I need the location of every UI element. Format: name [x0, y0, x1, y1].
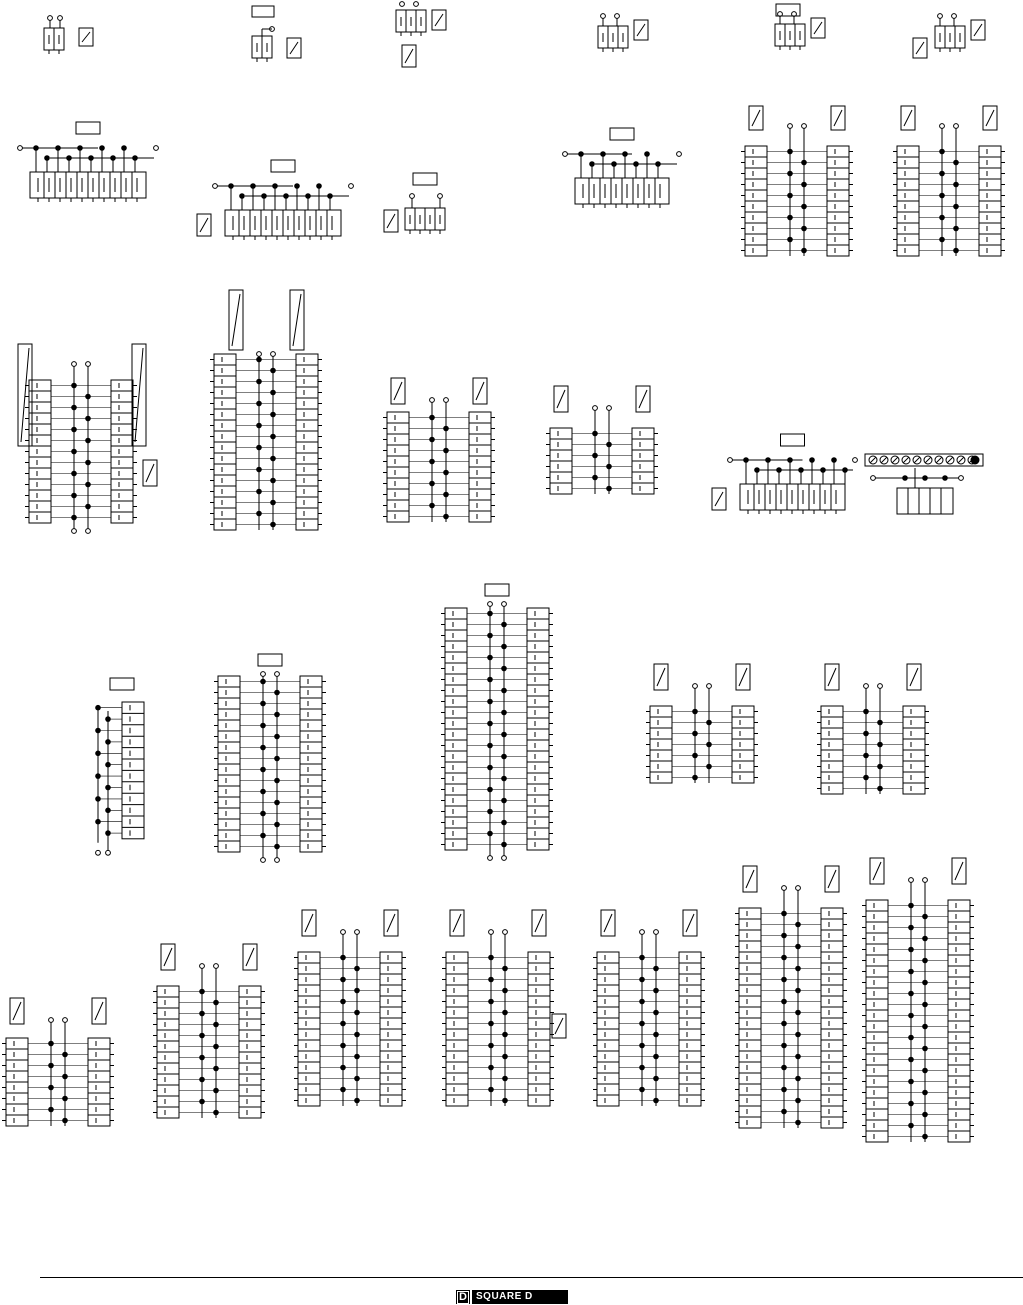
- terminal-ring-icon: [923, 878, 928, 883]
- terminal-ring-icon: [909, 878, 914, 883]
- wire: [13, 1002, 21, 1020]
- junction-dot-icon: [902, 475, 908, 481]
- terminal-ring-icon: [72, 362, 77, 367]
- wire: [910, 668, 918, 686]
- terminal-ring-icon: [488, 602, 493, 607]
- wire: [814, 22, 822, 34]
- square-d-logo-icon: [456, 1290, 470, 1304]
- junction-dot-icon: [922, 475, 928, 481]
- wire: [834, 110, 842, 126]
- wire: [453, 914, 461, 932]
- wire: [82, 32, 90, 42]
- terminal-ring-icon: [444, 398, 449, 403]
- wire: [752, 110, 760, 126]
- left-breaker-column: [650, 706, 672, 783]
- terminal-ring-icon: [954, 124, 959, 129]
- label-box: [485, 584, 509, 596]
- wire: [870, 457, 876, 463]
- label-box: [271, 160, 295, 172]
- terminal-ring-icon: [959, 476, 964, 481]
- terminal-ring-icon: [593, 406, 598, 411]
- bus-diagram: [18, 122, 159, 202]
- label-box: [76, 122, 100, 134]
- terminal-ring-icon: [707, 684, 712, 689]
- terminal-ring-icon: [48, 16, 53, 21]
- terminal-ring-icon: [86, 362, 91, 367]
- wire: [639, 390, 647, 408]
- three-pole-diagram: [775, 12, 825, 50]
- wire: [435, 14, 443, 26]
- wire: [892, 457, 898, 463]
- terminal-ring-icon: [96, 850, 101, 855]
- side-breaker: [552, 1014, 566, 1038]
- wire: [200, 218, 208, 232]
- terminal-ring-icon: [878, 684, 883, 689]
- terminal-ring-icon: [607, 406, 612, 411]
- two-pole-labeled-diagram: [252, 6, 301, 62]
- wire: [557, 390, 565, 408]
- wire: [903, 457, 909, 463]
- label-box: [252, 6, 274, 17]
- terminal-ring-icon: [952, 14, 957, 19]
- panelboard-diagram: [862, 858, 974, 1142]
- wire: [637, 24, 645, 36]
- wire: [394, 382, 402, 400]
- wire: [955, 862, 963, 880]
- panelboard-diagram: [25, 362, 137, 534]
- terminal-ring-icon: [796, 886, 801, 891]
- wire: [232, 294, 240, 346]
- brand-name: SQUARE D: [472, 1290, 568, 1304]
- terminal-bar-assembly: [865, 454, 983, 514]
- terminal-ring-icon: [106, 850, 111, 855]
- terminal-ring-icon: [502, 602, 507, 607]
- wire: [293, 294, 301, 346]
- panelboard-diagram: [593, 910, 705, 1106]
- bus-diagram: [563, 128, 682, 208]
- bus-diagram: [197, 160, 353, 240]
- terminal-ring-icon: [349, 184, 354, 189]
- terminal-ring-icon: [18, 146, 23, 151]
- label-box: [258, 654, 282, 666]
- terminal-ring-icon: [853, 458, 858, 463]
- wire: [746, 870, 754, 888]
- wire: [246, 948, 254, 966]
- panelboard-diagram: [546, 386, 658, 494]
- terminal-ring-icon: [438, 194, 443, 199]
- terminal-ring-icon: [271, 352, 276, 357]
- terminal-ring-icon: [49, 1018, 54, 1023]
- terminal-ring-icon: [430, 398, 435, 403]
- terminal-ring-icon: [938, 14, 943, 19]
- panelboard-diagram: [735, 866, 847, 1128]
- terminal-ring-icon: [213, 184, 218, 189]
- brand-logo: [456, 1289, 568, 1305]
- wire: [686, 914, 694, 932]
- right-breaker-column: [111, 380, 133, 523]
- terminal-ring-icon: [261, 858, 266, 863]
- wire: [657, 668, 665, 686]
- label-box: [781, 434, 805, 446]
- terminal-ring-icon: [400, 2, 405, 7]
- panelboard-diagram: [893, 106, 1005, 256]
- terminal-ring-icon: [200, 964, 205, 969]
- terminal-ring-icon: [86, 529, 91, 534]
- wire: [739, 668, 747, 686]
- terminal-ring-icon: [640, 930, 645, 935]
- panelboard-diagram: [646, 664, 758, 783]
- panelboard-diagram: [442, 910, 554, 1106]
- label-box: [610, 128, 634, 140]
- terminal-ring-icon: [63, 1018, 68, 1023]
- terminal-ring-icon: [488, 856, 493, 861]
- terminal-ring-icon: [677, 152, 682, 157]
- wire: [135, 348, 143, 442]
- wire: [164, 948, 172, 966]
- wire: [146, 464, 154, 482]
- label-box: [413, 173, 437, 185]
- terminal-ring-icon: [414, 2, 419, 7]
- left-breaker: [913, 38, 927, 58]
- terminal-ring-icon: [693, 684, 698, 689]
- terminal-ring-icon: [58, 16, 63, 21]
- panelboard-diagram: [210, 352, 322, 530]
- terminal-ring-icon: [257, 352, 262, 357]
- wire: [914, 457, 920, 463]
- bus-three-circuit: [384, 173, 445, 234]
- footer-rule: [40, 1277, 1023, 1278]
- panelboard-diagram: [817, 664, 929, 794]
- terminal-ring-icon: [489, 930, 494, 935]
- wire: [476, 382, 484, 400]
- wire: [305, 914, 313, 932]
- wire: [21, 348, 29, 442]
- two-pole-diagram: [44, 16, 93, 54]
- wire: [916, 42, 924, 54]
- terminal-ring-icon: [615, 14, 620, 19]
- right-breaker-column: [732, 706, 754, 783]
- wire: [555, 1018, 563, 1034]
- panelboard-diagram: [741, 106, 853, 256]
- terminal-ring-icon: [940, 124, 945, 129]
- terminal-ring-icon: [72, 529, 77, 534]
- wire: [881, 457, 887, 463]
- terminal-ring-icon: [275, 672, 280, 677]
- terminal-ring-icon: [654, 930, 659, 935]
- label-box: [110, 678, 134, 690]
- wire: [986, 110, 994, 126]
- panelboard-diagram: [383, 378, 495, 522]
- wire: [904, 110, 912, 126]
- wire: [828, 870, 836, 888]
- wire: [290, 42, 298, 54]
- terminal-ring-icon: [864, 684, 869, 689]
- terminal-ring-icon: [802, 124, 807, 129]
- wire: [95, 1002, 103, 1020]
- terminal-ring-icon: [275, 858, 280, 863]
- terminal-ring-icon: [503, 930, 508, 935]
- terminal-ring-icon: [788, 124, 793, 129]
- terminal-ring-icon: [871, 476, 876, 481]
- terminal-ring-icon: [601, 14, 606, 19]
- terminal-ring-icon: [563, 152, 568, 157]
- wire: [873, 862, 881, 880]
- panelboard-diagram: [214, 654, 326, 862]
- terminal-ring-icon: [728, 458, 733, 463]
- wire: [974, 24, 982, 36]
- terminal-ring-icon: [782, 886, 787, 891]
- three-pole-diagram: [598, 14, 648, 52]
- terminal-ring-icon: [502, 856, 507, 861]
- panelboard-diagram: [294, 910, 406, 1106]
- three-pole-breaker-diagram: [396, 2, 446, 67]
- junction-dot-icon: [942, 475, 948, 481]
- brand-logo-letter: D: [459, 1290, 467, 1303]
- wire: [405, 49, 413, 63]
- bus-diagram: [712, 434, 857, 514]
- wire: [535, 914, 543, 932]
- terminal-ring-icon: [214, 964, 219, 969]
- wire: [387, 914, 395, 932]
- breaker-row-box: [897, 488, 953, 514]
- wire: [604, 914, 612, 932]
- wire: [387, 214, 395, 228]
- wire: [828, 668, 836, 686]
- terminal-ring-icon: [341, 930, 346, 935]
- tall-breakers-b: [229, 290, 304, 350]
- ground-lug-icon: [971, 456, 980, 465]
- wire: [715, 492, 723, 506]
- wire: [936, 457, 942, 463]
- wire: [947, 457, 953, 463]
- terminal-ring-icon: [261, 672, 266, 677]
- three-pole-diagram: [935, 14, 985, 52]
- panelboard-diagram: [441, 584, 553, 860]
- terminal-ring-icon: [154, 146, 159, 151]
- terminal-ring-icon: [355, 930, 360, 935]
- panelboard-diagram: [153, 944, 265, 1118]
- wire: [958, 457, 964, 463]
- wire: [925, 457, 931, 463]
- panelboard-diagram: [2, 998, 114, 1126]
- terminal-ring-icon: [410, 194, 415, 199]
- single-column-panel: [95, 678, 144, 855]
